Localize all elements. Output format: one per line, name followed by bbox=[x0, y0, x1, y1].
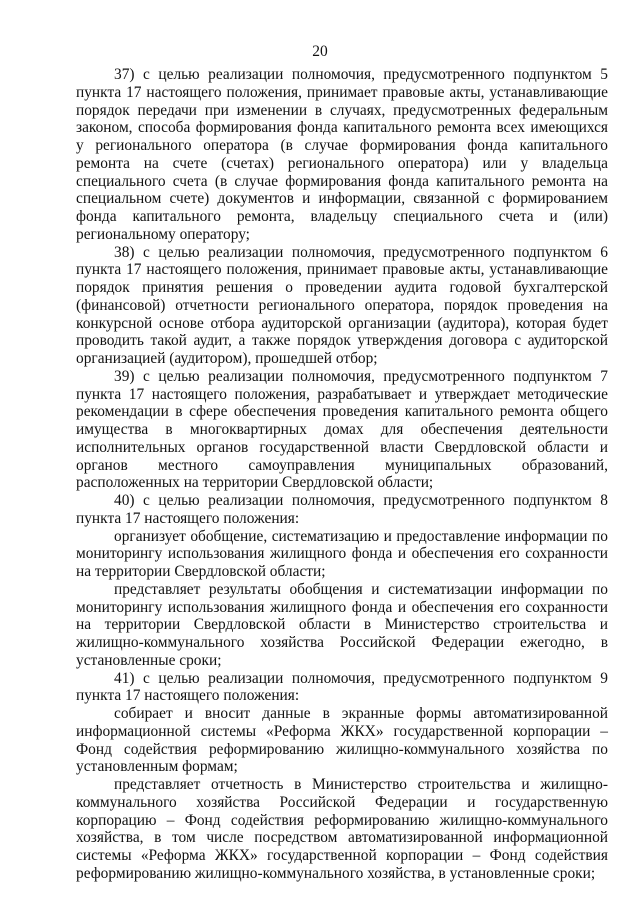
document-body bbox=[76, 66, 608, 883]
paragraph-item-40-sub-2: представляет результаты обобщения и систематизации информации по мониторингу использования жилищного фонда и обеспечения его сохранности на территории Свердловской области в Министерство строительства и жилищно-коммунального хозяйства Российской Федерации ежегодно, в установленные сроки; bbox=[76, 580, 608, 669]
paragraph-item-38: 38) с целью реализации полномочия, предусмотренного подпунктом 6 пункта 17 настоящего положения, принимает правовые акты, устанавливающие порядок принятия решения о проведении аудита годовой бухгалтерской (финансовой) отчетности регионального оператора, порядок проведения на конкурсной основе отбора аудиторской организации (аудитора), которая будет проводить такой аудит, а также порядок утверждения договора с аудиторской организацией (аудитором), прошедшей отбор; bbox=[76, 243, 608, 367]
page-number: 20 bbox=[312, 43, 328, 60]
paragraph-item-41-sub-1: собирает и вносит данные в экранные формы автоматизированной информационной системы «Реформа ЖКХ» государственной корпорации – Фонд содействия реформированию жилищно-коммунального хозяйства по установленным формам; bbox=[76, 705, 608, 776]
paragraph-item-41: 41) с целью реализации полномочия, предусмотренного подпунктом 9 пункта 17 настоящего положения: bbox=[76, 669, 608, 705]
paragraph-item-40: 40) с целью реализации полномочия, предусмотренного подпунктом 8 пункта 17 настоящего положения: bbox=[76, 492, 608, 527]
paragraph-item-41-sub-2: представляет отчетность в Министерство строительства и жилищно-коммунального хозяйства Российской Федерации и государственную корпорацию – Фонд содействия реформированию жилищно-коммунального хозяйства, в том числе посредством автоматизированной информационной системы «Реформа ЖКХ» государственной корпорации – Фонд содействия реформированию жилищно-коммунального хозяйства, в установленные сроки; bbox=[76, 776, 608, 882]
paragraph-item-39: 39) с целью реализации полномочия, предусмотренного подпунктом 7 пункта 17 настоящего положения, разрабатывает и утверждает методические рекомендации в сфере обеспечения проведения капитального ремонта общего имущества в многоквартирных домах для обеспечения деятельности исполнительных органов государственной власти Свердловской области и органов местного самоуправления муниципальных образований, расположенных на территории Свердловской области; bbox=[76, 367, 608, 492]
paragraph-item-40-sub-1: организует обобщение, систематизацию и предоставление информации по мониторингу использования жилищного фонда и обеспечения его сохранности на территории Свердловской области; bbox=[76, 527, 608, 580]
paragraph-item-37: 37) с целью реализации полномочия, предусмотренного подпунктом 5 пункта 17 настоящего положения, принимает правовые акты, устанавливающие порядок передачи при изменении в случаях, предусмотренных федеральным законом, способа формирования фонда капитального ремонта всех имеющихся у регионального оператора (в случае формирования фонда капитального ремонта на счете (счетах) регионального оператора) или у владельца специального счета (в случае формирования фонда капитального ремонта на специальном счете) документов и информации, связанной с формированием фонда капитального ремонта, владельцу специального счета и (или) региональному оператору; bbox=[76, 66, 608, 243]
